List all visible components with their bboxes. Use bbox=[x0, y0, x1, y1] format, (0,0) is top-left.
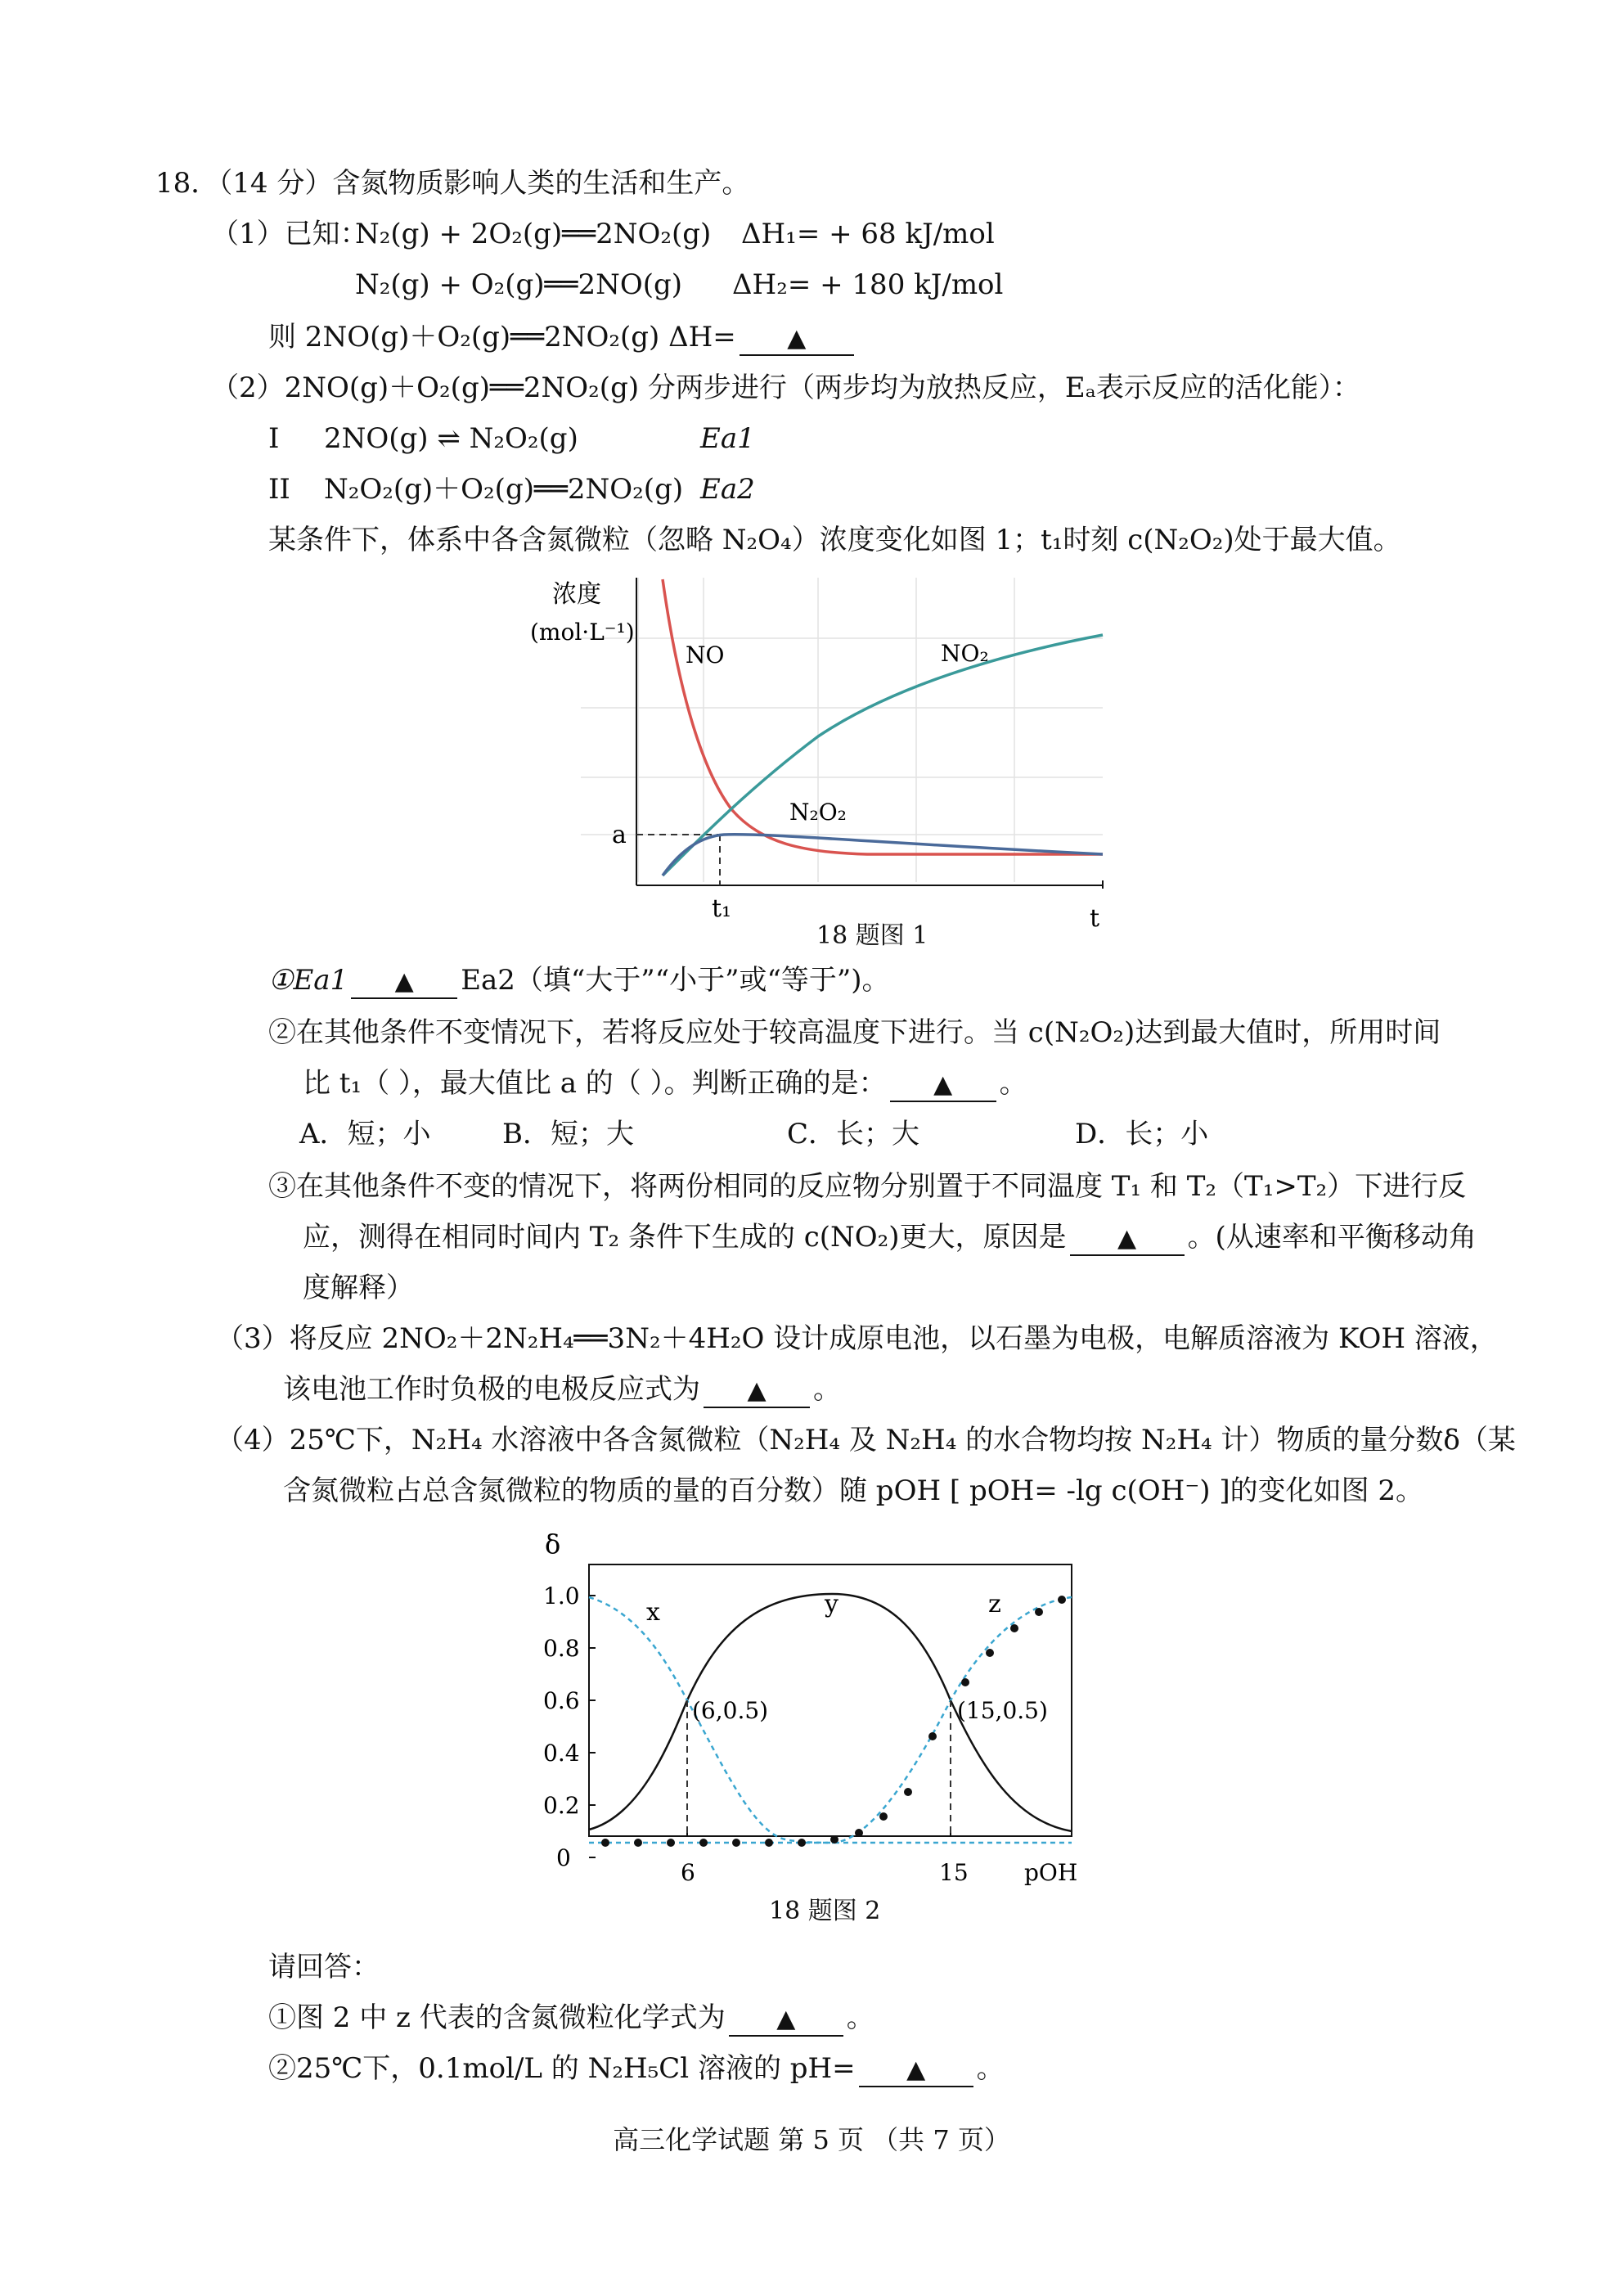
fig2-caption: 18 题图 2 bbox=[769, 1897, 881, 1925]
answer-blank[interactable] bbox=[729, 2002, 843, 2037]
question-head: 18．（14 分）含氮物质影响人类的生活和生产。 bbox=[155, 167, 750, 200]
answer-mark: ▲ bbox=[787, 324, 807, 353]
p2-q2-line1: ②在其他条件不变情况下，若将反应处于较高温度下进行。当 c(N₂O₂)达到最大值时，所用时间 bbox=[268, 1016, 1441, 1049]
fig2-z-label: z bbox=[988, 1590, 1001, 1618]
option-a: A．短；小 bbox=[299, 1118, 431, 1150]
p4-q2-text: ②25℃下，0.1mol/L 的 N₂H₅Cl 溶液的 pH= bbox=[268, 2052, 856, 2085]
answer-mark: ▲ bbox=[906, 2055, 926, 2084]
fig2-y-label: y bbox=[825, 1590, 838, 1618]
p2-q3-line2 bbox=[303, 1219, 1477, 1256]
fig1-caption: 18 题图 1 bbox=[816, 921, 928, 950]
p1-intro: （1）已知： bbox=[211, 218, 368, 250]
p2-q1 bbox=[268, 962, 889, 999]
fig2-ylabel: δ bbox=[545, 1528, 561, 1560]
option-d: D．长；小 bbox=[1075, 1118, 1209, 1150]
fig1-no-label: NO bbox=[686, 642, 725, 669]
p2-q1-a: ①Ea1 bbox=[268, 964, 348, 997]
fig2-ytick-1: 1.0 bbox=[543, 1582, 580, 1609]
answer-mark: ▲ bbox=[1117, 1224, 1137, 1253]
option-c: C．长；大 bbox=[787, 1118, 920, 1150]
answer-blank[interactable] bbox=[1070, 1222, 1185, 1256]
p2-step2-num: II bbox=[268, 473, 290, 506]
p4-q1-end: 。 bbox=[846, 2001, 874, 2034]
p4-q1 bbox=[268, 2000, 874, 2037]
page-footer: 高三化学试题 第 5 页 （共 7 页） bbox=[613, 2124, 1010, 2155]
fig1-n2o2-label: N₂O₂ bbox=[789, 799, 847, 826]
fig1-a-label: a bbox=[612, 821, 627, 849]
fig2-ytick-3: 0.6 bbox=[543, 1687, 580, 1714]
answer-blank[interactable] bbox=[704, 1374, 810, 1408]
p1-dh1: ΔH₁= + 68 kJ/mol bbox=[741, 218, 995, 250]
p3-end: 。 bbox=[813, 1373, 841, 1406]
p2-q2-line2 bbox=[303, 1065, 1027, 1102]
p2-q2-b: 比 t₁（ ），最大值比 a 的（ ）。判断正确的是： bbox=[303, 1067, 887, 1100]
p2-step1-num: I bbox=[268, 422, 280, 455]
answer-mark: ▲ bbox=[747, 1376, 767, 1405]
p1-dh2: ΔH₂= + 180 kJ/mol bbox=[732, 268, 1004, 301]
p2-step1-ea: Ea1 bbox=[700, 422, 755, 455]
p4-line1: （4）25℃下，N₂H₄ 水溶液中各含氮微粒（N₂H₄ 及 N₂H₄ 的水合物均按 N₂H₄ 计）物质的量分数δ（某 bbox=[216, 1424, 1516, 1456]
p2-q3-line3: 度解释） bbox=[303, 1272, 414, 1304]
p4-please-answer: 请回答： bbox=[268, 1951, 380, 1983]
fig2-x-label: x bbox=[646, 1598, 660, 1627]
answer-blank[interactable] bbox=[859, 2053, 973, 2087]
fig1-t-label: t bbox=[1090, 904, 1100, 933]
fig2-ytick-6: 0 bbox=[556, 1844, 571, 1871]
p2-step1-eq: 2NO(g) ⇌ N₂O₂(g) bbox=[324, 422, 578, 455]
answer-mark: ▲ bbox=[776, 2005, 796, 2033]
p2-condition: 某条件下，体系中各含氮微粒（忽略 N₂O₄）浓度变化如图 1；t₁时刻 c(N₂O₂)处于最大值。 bbox=[268, 524, 1401, 556]
fig1-no2-label: NO₂ bbox=[941, 640, 989, 667]
fig2-ytick-5: 0.2 bbox=[543, 1792, 580, 1819]
fig1-t1-label: t₁ bbox=[712, 894, 732, 923]
fig2-xlabel: pOH bbox=[1024, 1859, 1078, 1886]
answer-mark: ▲ bbox=[394, 967, 414, 996]
fig2-point-2: (15,0.5) bbox=[957, 1697, 1048, 1724]
fig1-ylabel-2: (mol·L⁻¹) bbox=[530, 619, 635, 646]
p4-q2-end: 。 bbox=[976, 2052, 1005, 2085]
p4-q1-text: ①图 2 中 z 代表的含氮微粒化学式为 bbox=[268, 2001, 726, 2034]
fig2-xtick-15: 15 bbox=[939, 1859, 969, 1886]
p3-b: 该电池工作时负极的电极反应式为 bbox=[283, 1373, 700, 1406]
p1-reaction-2: N₂(g) + O₂(g)══2NO(g) bbox=[355, 268, 683, 301]
p2-q3-b2: 。(从速率和平衡移动角 bbox=[1187, 1221, 1477, 1254]
p1-ask bbox=[268, 319, 857, 356]
fig2-ytick-4: 0.4 bbox=[543, 1740, 580, 1767]
answer-blank[interactable] bbox=[740, 322, 854, 356]
p2-intro: （2）2NO(g)＋O₂(g)══2NO₂(g) 分两步进行（两步均为放热反应，Eₐ表示反应的活化能）： bbox=[211, 371, 1360, 404]
p3-line1: （3）将反应 2NO₂＋2N₂H₄══3N₂＋4H₂O 设计成原电池，以石墨为电极，电解质溶液为 KOH 溶液， bbox=[216, 1322, 1498, 1355]
fig2-point-1: (6,0.5) bbox=[692, 1697, 769, 1724]
answer-blank[interactable] bbox=[351, 965, 457, 999]
p4-line2: 含氮微粒占总含氮微粒的物质的量的百分数）随 pOH [ pOH= -lg c(OH⁻) ]的变化如图 2。 bbox=[283, 1474, 1424, 1507]
p2-step2-ea: Ea2 bbox=[700, 473, 755, 506]
p2-q3-line1: ③在其他条件不变的情况下，将两份相同的反应物分别置于不同温度 T₁ 和 T₂（T₁>T₂）下进行反 bbox=[268, 1170, 1467, 1203]
fig1-ylabel-1: 浓度 bbox=[552, 580, 601, 609]
fig2-ytick-2: 0.8 bbox=[543, 1635, 580, 1662]
p4-q2 bbox=[268, 2051, 1005, 2087]
figure-1 bbox=[507, 565, 1129, 957]
figure-2 bbox=[524, 1522, 1096, 1907]
p2-q3-b: 应，测得在相同时间内 T₂ 条件下生成的 c(NO₂)更大，原因是 bbox=[303, 1221, 1067, 1254]
p2-q2-end: 。 bbox=[999, 1067, 1027, 1100]
option-b: B．短；大 bbox=[502, 1118, 634, 1150]
p3-line2 bbox=[283, 1371, 841, 1408]
fig2-xtick-6: 6 bbox=[681, 1859, 695, 1886]
no2-curve bbox=[663, 635, 1103, 876]
p1-ask-text: 则 2NO(g)＋O₂(g)══2NO₂(g) ΔH= bbox=[268, 321, 736, 353]
p2-q1-b: Ea2（填“大于”“小于”或“等于”)。 bbox=[461, 964, 890, 997]
p2-step2-eq: N₂O₂(g)＋O₂(g)══2NO₂(g) bbox=[324, 473, 684, 506]
answer-blank[interactable] bbox=[890, 1068, 996, 1102]
p1-reaction-1: N₂(g) + 2O₂(g)══2NO₂(g) bbox=[355, 218, 712, 250]
answer-mark: ▲ bbox=[933, 1070, 953, 1099]
